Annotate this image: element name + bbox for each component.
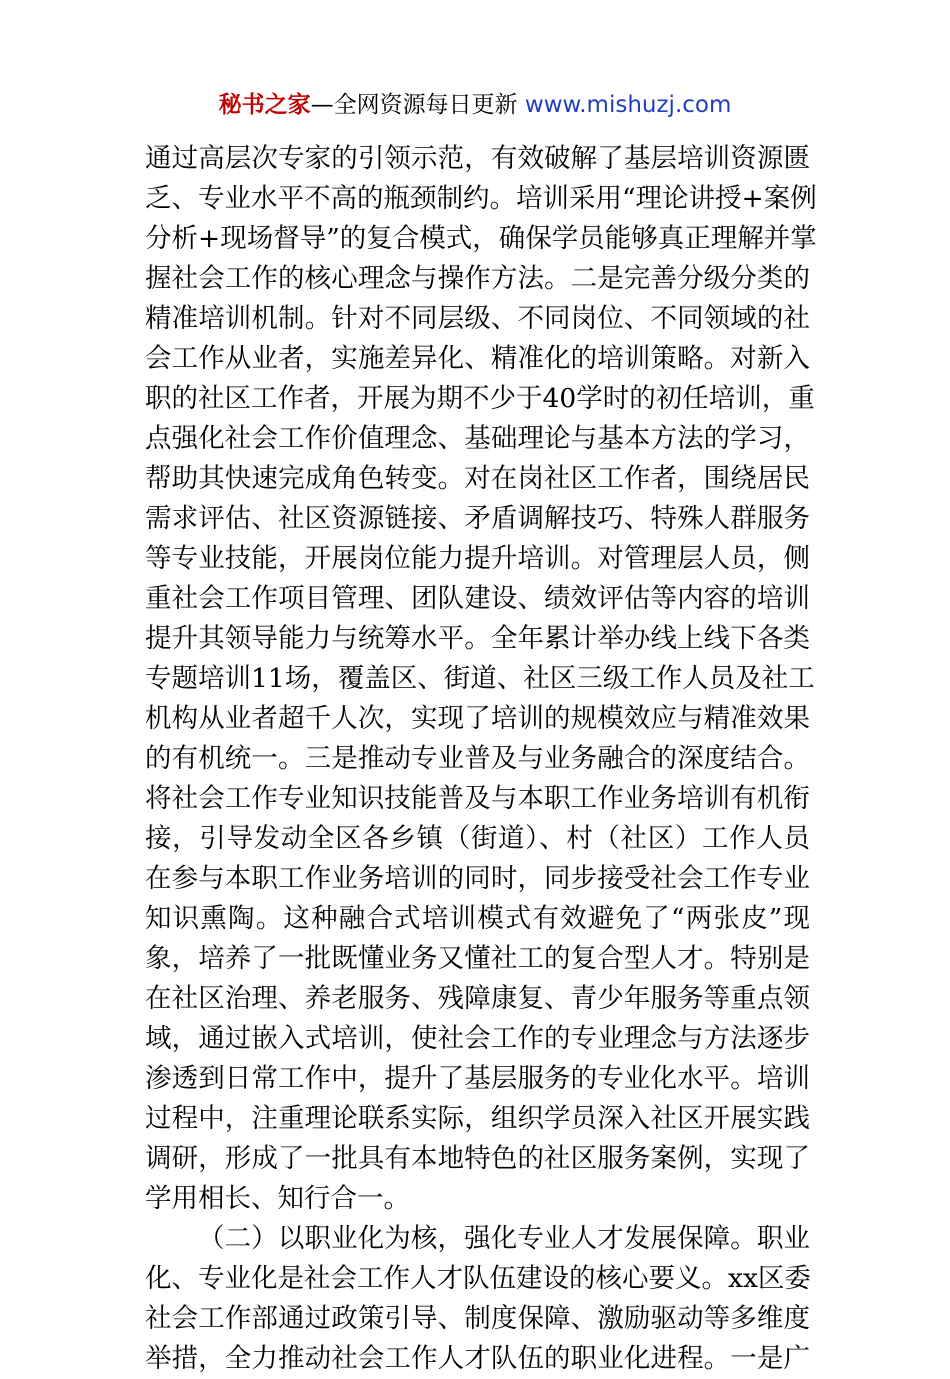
text-line: 提升其领导能力与统筹水平。全年累计举办线上线下各类: [145, 623, 810, 654]
header-url[interactable]: www.mishuzj.com: [524, 92, 732, 118]
text-line: 职的社区工作者，开展为期不少于40学时的初任培训，重: [145, 383, 815, 414]
text-line: 帮助其快速完成角色转变。对在岗社区工作者，围绕居民: [145, 463, 810, 494]
text-line: 乏、专业水平不高的瓶颈制约。培训采用“理论讲授+案例: [145, 183, 817, 214]
text-line: 分析+现场督导”的复合模式，确保学员能够真正理解并掌: [145, 223, 817, 254]
text-line: 调研，形成了一批具有本地特色的社区服务案例，实现了: [145, 1143, 810, 1174]
header-slogan: —全网资源每日更新: [310, 92, 518, 118]
text-line: 通过高层次专家的引领示范，有效破解了基层培训资源匮: [145, 143, 810, 174]
paragraph-training: [145, 139, 817, 1219]
document-body: [145, 139, 817, 1379]
text-line: 专题培训11场，覆盖区、街道、社区三级工作人员及社工: [145, 663, 815, 694]
text-line: 知识熏陶。这种融合式培训模式有效避免了“两张皮”现: [145, 903, 810, 934]
text-line: 渗透到日常工作中，提升了基层服务的专业化水平。培训: [145, 1063, 810, 1094]
page-header: [0, 88, 950, 122]
text-line: 握社会工作的核心理念与操作方法。二是完善分级分类的: [145, 263, 810, 294]
text-line: 重社会工作项目管理、团队建设、绩效评估等内容的培训: [145, 583, 810, 614]
text-line: 点强化社会工作价值理念、基础理论与基本方法的学习，: [145, 423, 810, 454]
text-line: 的有机统一。三是推动专业普及与业务融合的深度结合。: [145, 743, 810, 774]
text-line: 学用相长、知行合一。: [145, 1183, 410, 1214]
text-line: 精准培训机制。针对不同层级、不同岗位、不同领域的社: [145, 303, 810, 334]
text-line: 化、专业化是社会工作人才队伍建设的核心要义。xx区委: [145, 1263, 811, 1294]
text-line: 机构从业者超千人次，实现了培训的规模效应与精准效果: [145, 703, 810, 734]
text-line: 过程中，注重理论联系实际，组织学员深入社区开展实践: [145, 1103, 810, 1134]
text-line: 域，通过嵌入式培训，使社会工作的专业理念与方法逐步: [145, 1023, 810, 1054]
text-line: 在社区治理、养老服务、残障康复、青少年服务等重点领: [145, 983, 810, 1014]
text-line: 等专业技能，开展岗位能力提升培训。对管理层人员，侧: [145, 543, 810, 574]
text-line: 在参与本职工作业务培训的同时，同步接受社会工作专业: [145, 863, 810, 894]
text-line: 象，培养了一批既懂业务又懂社工的复合型人才。特别是: [145, 943, 810, 974]
header-brand: 秘书之家: [218, 92, 311, 118]
text-line: （二）以职业化为核，强化专业人才发展保障。职业: [198, 1223, 810, 1254]
text-line: 举措，全力推动社会工作人才队伍的职业化进程。一是广: [145, 1343, 810, 1374]
text-line: 将社会工作专业知识技能普及与本职工作业务培训有机衔: [145, 783, 810, 814]
text-line: 接，引导发动全区各乡镇（街道）、村（社区）工作人员: [145, 823, 810, 854]
paragraph-professionalization: [145, 1219, 810, 1379]
text-line: 需求评估、社区资源链接、矛盾调解技巧、特殊人群服务: [145, 503, 810, 534]
text-line: 社会工作部通过政策引导、制度保障、激励驱动等多维度: [145, 1303, 810, 1334]
text-line: 会工作从业者，实施差异化、精准化的培训策略。对新入: [145, 343, 810, 374]
